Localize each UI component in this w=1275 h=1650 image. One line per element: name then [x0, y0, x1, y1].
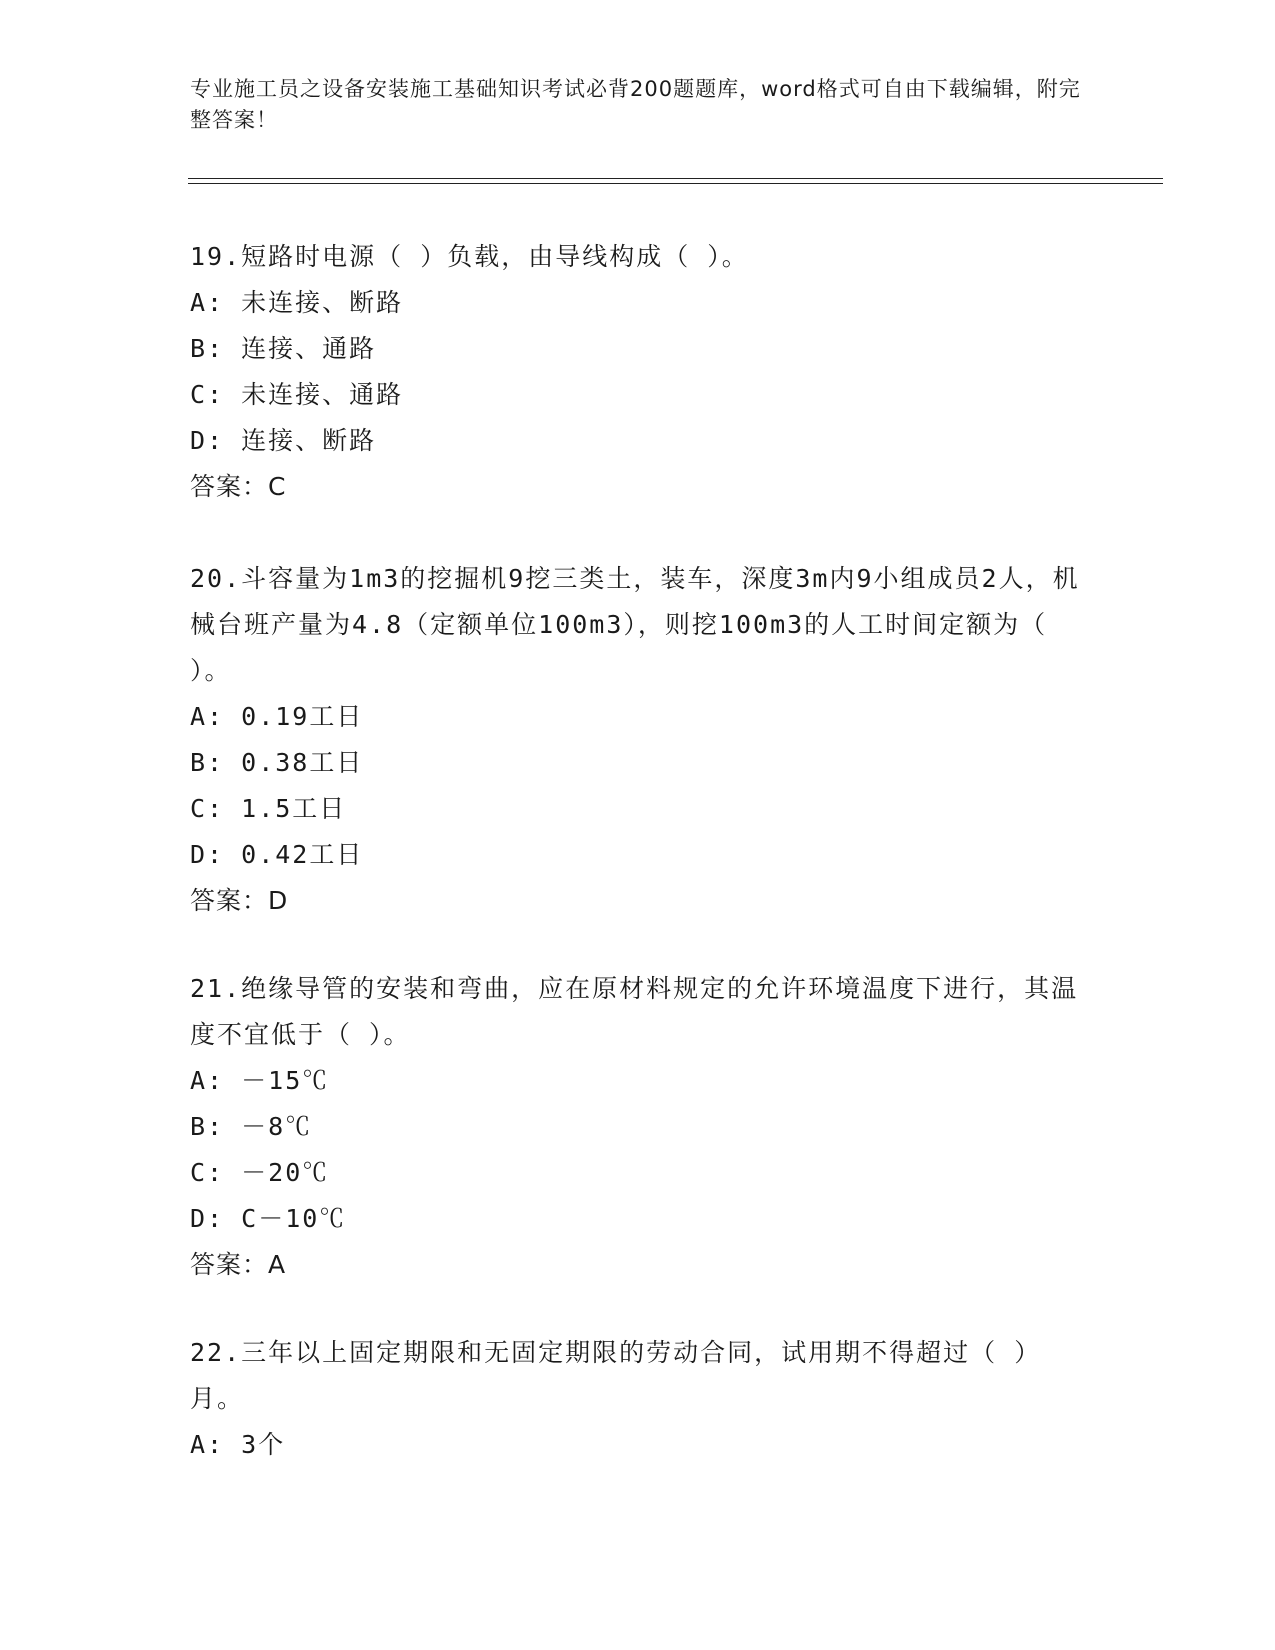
answer: 答案：A	[190, 1250, 287, 1279]
question-22	[190, 1330, 1090, 1468]
header-divider-top	[188, 178, 1163, 179]
question-text: 20.斗容量为1m3的挖掘机9挖三类土，装车，深度3m内9小组成员2人，机械台班产量为4.8（定额单位100m3），则挖100m3的人工时间定额为（ ）。	[190, 564, 1080, 685]
option-d: D: 连接、断路	[190, 426, 377, 455]
option-b: B: 0.38工日	[190, 748, 364, 777]
option-a: A: 3个	[190, 1430, 286, 1459]
option-d: D: 0.42工日	[190, 840, 364, 869]
option-a: A: －15℃	[190, 1066, 330, 1095]
question-19	[190, 234, 1090, 510]
option-b: B: 连接、通路	[190, 334, 377, 363]
option-c: C: 1.5工日	[190, 794, 347, 823]
option-c: C: －20℃	[190, 1158, 330, 1187]
question-text: 19.短路时电源（ ）负载，由导线构成（ ）。	[190, 242, 749, 271]
option-b: B: －8℃	[190, 1112, 313, 1141]
option-c: C: 未连接、通路	[190, 380, 404, 409]
question-text: 22.三年以上固定期限和无固定期限的劳动合同，试用期不得超过（ ）月。	[190, 1338, 1042, 1413]
header-divider-bottom	[188, 183, 1163, 184]
answer: 答案：D	[190, 886, 289, 915]
question-20	[190, 556, 1090, 924]
option-a: A: 未连接、断路	[190, 288, 404, 317]
question-21	[190, 966, 1090, 1288]
question-text: 21.绝缘导管的安装和弯曲，应在原材料规定的允许环境温度下进行，其温度不宜低于（ ）。	[190, 974, 1079, 1049]
option-d: D: C－10℃	[190, 1204, 347, 1233]
document-header: 专业施工员之设备安装施工基础知识考试必背200题题库，word格式可自由下载编辑，附完整答案！	[190, 77, 1081, 132]
option-a: A: 0.19工日	[190, 702, 364, 731]
answer: 答案：C	[190, 472, 287, 501]
